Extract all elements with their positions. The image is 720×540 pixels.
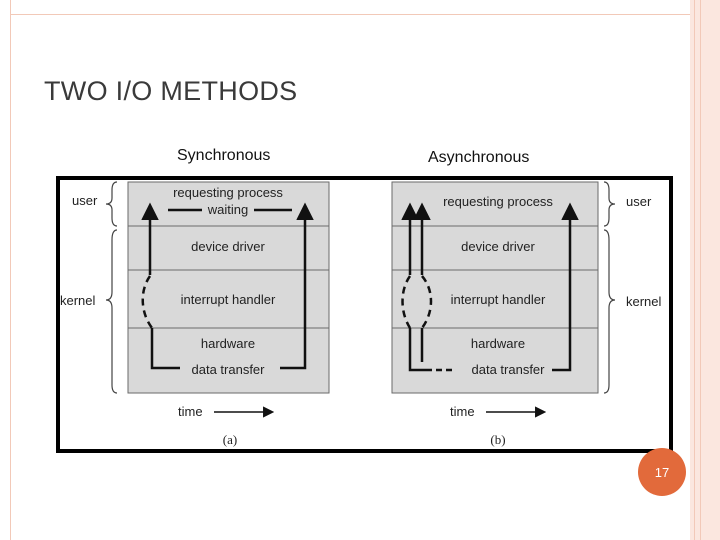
slide-title: TWO I/O METHODS (44, 76, 298, 106)
diagram-b-requesting-process-label: requesting process (443, 194, 553, 209)
diagram-a-hardware-label: hardware (200, 336, 256, 351)
diagram-a-waiting-label: waiting (207, 202, 249, 217)
synchronous-caption: Synchronous (177, 147, 271, 164)
diagram-b-time-label: time (450, 404, 475, 419)
slide-frame-top (10, 0, 700, 15)
io-methods-figure (56, 176, 673, 453)
diagram-a-figure-label: (a) (222, 432, 238, 447)
diagram-b-kernel-label: kernel (626, 294, 662, 309)
diagram-a-data-transfer-label: data transfer (191, 362, 265, 377)
diagram-b-hardware-label: hardware (470, 336, 526, 351)
diagram-b-figure-label: (b) (490, 432, 506, 447)
diagram-a-interrupt-handler-label: interrupt handler (180, 292, 276, 307)
slide-frame-right (690, 0, 720, 540)
diagram-a-time-label: time (178, 404, 203, 419)
asynchronous-caption: Asynchronous (428, 149, 530, 166)
diagram-b-data-transfer-label: data transfer (471, 362, 545, 377)
diagram-a-requesting-process-label: requesting process (173, 185, 283, 200)
diagram-a-kernel-label: kernel (60, 293, 96, 308)
diagram-b-device-driver-label: device driver (461, 239, 535, 254)
diagram-b-interrupt-handler-label: interrupt handler (450, 292, 546, 307)
io-methods-diagram (60, 180, 669, 449)
diagram-a-user-label: user (72, 193, 98, 208)
page-number-badge: 17 (638, 448, 686, 496)
slide-frame-left (0, 0, 11, 540)
diagram-a-device-driver-label: device driver (191, 239, 265, 254)
diagram-b-user-label: user (626, 194, 652, 209)
